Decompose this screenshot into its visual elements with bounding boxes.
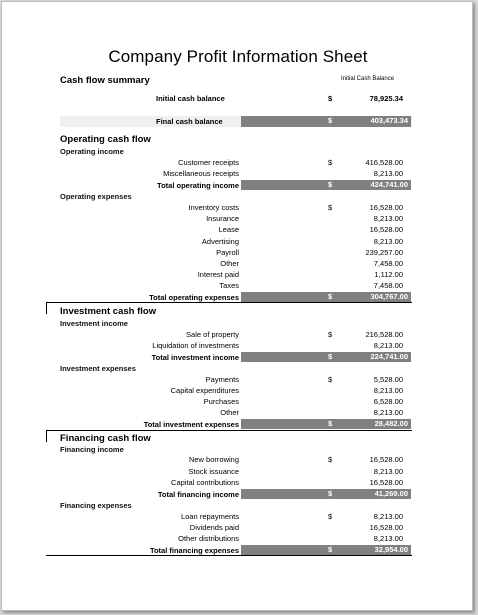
total-operating-income-label: Total operating income (157, 181, 239, 190)
total-dollar: $ (328, 352, 333, 361)
operating-expense-value: 16,528.00 (369, 203, 403, 212)
financing-income-dollar: $ (328, 455, 333, 464)
total-investment-income-bar (241, 352, 411, 362)
operating-expense-label: Lease (218, 225, 239, 234)
page-title: Company Profit Information Sheet (108, 47, 368, 66)
investment-income-dollar: $ (328, 330, 333, 339)
operating-expense-value: 1,112.00 (374, 270, 403, 279)
total-investment-expenses-bar (241, 419, 411, 429)
operating-income-value: 416,528.00 (365, 158, 403, 167)
investment-expenses-heading: Investment expenses (60, 364, 136, 373)
operating-expense-label: Interest paid (197, 270, 239, 279)
operating-expense-value: 7,458.00 (373, 281, 403, 290)
total-operating-income-value: 424,741.00 (370, 180, 408, 189)
document-page (1, 1, 473, 611)
operating-expense-label: Insurance (206, 214, 239, 223)
section-bracket (46, 302, 47, 314)
investment-income-value: 8,213.00 (373, 341, 403, 350)
investment-expense-value: 6,528.00 (373, 397, 403, 406)
investment-income-label: Liquidation of investments (152, 341, 239, 350)
total-financing-expenses-label: Total financing expenses (149, 546, 239, 555)
financing-expense-value: 8,213.00 (373, 512, 403, 521)
final-balance-value: 403,473.34 (370, 116, 408, 125)
financing-income-value: 8,213.00 (373, 467, 403, 476)
operating-expense-dollar: $ (328, 203, 333, 212)
operating-expense-value: 8,213.00 (373, 214, 403, 223)
operating-expense-label: Other (220, 259, 239, 268)
operating-expense-label: Taxes (219, 281, 239, 290)
total-operating-expenses-value: 304,767.00 (370, 292, 408, 301)
operating-expense-label: Inventory costs (188, 203, 239, 212)
financing-expenses-heading: Financing expenses (60, 501, 132, 510)
operating-heading: Operating cash flow (60, 134, 151, 145)
total-dollar: $ (328, 419, 333, 428)
final-balance-label: Final cash balance (156, 117, 223, 126)
section-bracket (46, 430, 47, 442)
investment-expense-value: 8,213.00 (373, 408, 403, 417)
financing-expense-label: Dividends paid (189, 523, 239, 532)
financing-expense-value: 8,213.00 (373, 534, 403, 543)
total-investment-income-label: Total investment income (151, 353, 239, 362)
investment-expense-label: Capital expenditures (170, 386, 239, 395)
section-divider (46, 430, 412, 431)
investment-income-heading: Investment income (60, 319, 128, 328)
total-investment-income-value: 224,741.00 (370, 352, 408, 361)
financing-income-label: New borrowing (188, 455, 239, 464)
financing-expense-value: 16,528.00 (369, 523, 403, 532)
operating-income-label: Customer receipts (178, 158, 239, 167)
operating-expense-label: Payroll (216, 248, 239, 257)
investment-expense-value: 5,528.00 (373, 375, 403, 384)
operating-expense-value: 8,213.00 (373, 237, 403, 246)
operating-expense-value: 239,257.00 (365, 248, 403, 257)
section-divider (46, 302, 412, 303)
total-financing-income-value: 41,269.00 (374, 489, 408, 498)
investment-expense-label: Other (220, 408, 239, 417)
operating-expense-value: 7,458.00 (373, 259, 403, 268)
total-operating-income-bar (241, 180, 411, 190)
total-dollar: $ (328, 545, 333, 554)
operating-income-dollar: $ (328, 158, 333, 167)
investment-income-label: Sale of property (186, 330, 239, 339)
operating-expense-label: Advertising (201, 237, 239, 246)
operating-expenses-heading: Operating expenses (60, 192, 132, 201)
investment-heading: Investment cash flow (60, 306, 157, 317)
financing-income-value: 16,528.00 (369, 478, 403, 487)
financing-income-value: 16,528.00 (369, 455, 403, 464)
total-dollar: $ (328, 180, 333, 189)
operating-income-label: Miscellaneous receipts (163, 169, 239, 178)
operating-expense-value: 16,528.00 (369, 225, 403, 234)
initial-balance-label: Initial cash balance (156, 94, 225, 103)
investment-expense-dollar: $ (328, 375, 333, 384)
investment-income-value: 216,528.00 (365, 330, 403, 339)
section-divider (46, 555, 412, 556)
operating-income-value: 8,213.00 (373, 169, 403, 178)
total-operating-expenses-bar (241, 292, 411, 302)
final-balance-bar (241, 116, 411, 127)
financing-expense-label: Other distributions (178, 534, 239, 543)
financing-income-label: Stock issuance (188, 467, 239, 476)
initial-balance-dollar: $ (328, 94, 333, 103)
total-financing-expenses-value: 32,954.00 (374, 545, 408, 554)
investment-expense-label: Payments (205, 375, 239, 384)
total-financing-expenses-bar (241, 545, 411, 555)
initial-balance-value: 78,925.34 (369, 94, 403, 103)
operating-income-heading: Operating income (60, 147, 124, 156)
financing-expense-dollar: $ (328, 512, 333, 521)
summary-heading: Cash flow summary (60, 75, 150, 86)
total-operating-expenses-label: Total operating expenses (149, 293, 239, 302)
total-financing-income-label: Total financing income (157, 490, 239, 499)
financing-income-label: Capital contributions (171, 478, 239, 487)
total-dollar: $ (328, 489, 333, 498)
total-financing-income-bar (241, 489, 411, 499)
total-dollar: $ (328, 292, 333, 301)
financing-expense-label: Loan repayments (181, 512, 239, 521)
financing-income-heading: Financing income (60, 445, 124, 454)
initial-balance-note: Initial Cash Balance (341, 76, 395, 82)
investment-expense-value: 8,213.00 (373, 386, 403, 395)
total-investment-expenses-value: 28,482.00 (374, 419, 408, 428)
financing-heading: Financing cash flow (60, 433, 151, 444)
investment-expense-label: Purchases (203, 397, 239, 406)
total-investment-expenses-label: Total investment expenses (143, 420, 239, 429)
final-balance-dollar: $ (328, 116, 333, 125)
